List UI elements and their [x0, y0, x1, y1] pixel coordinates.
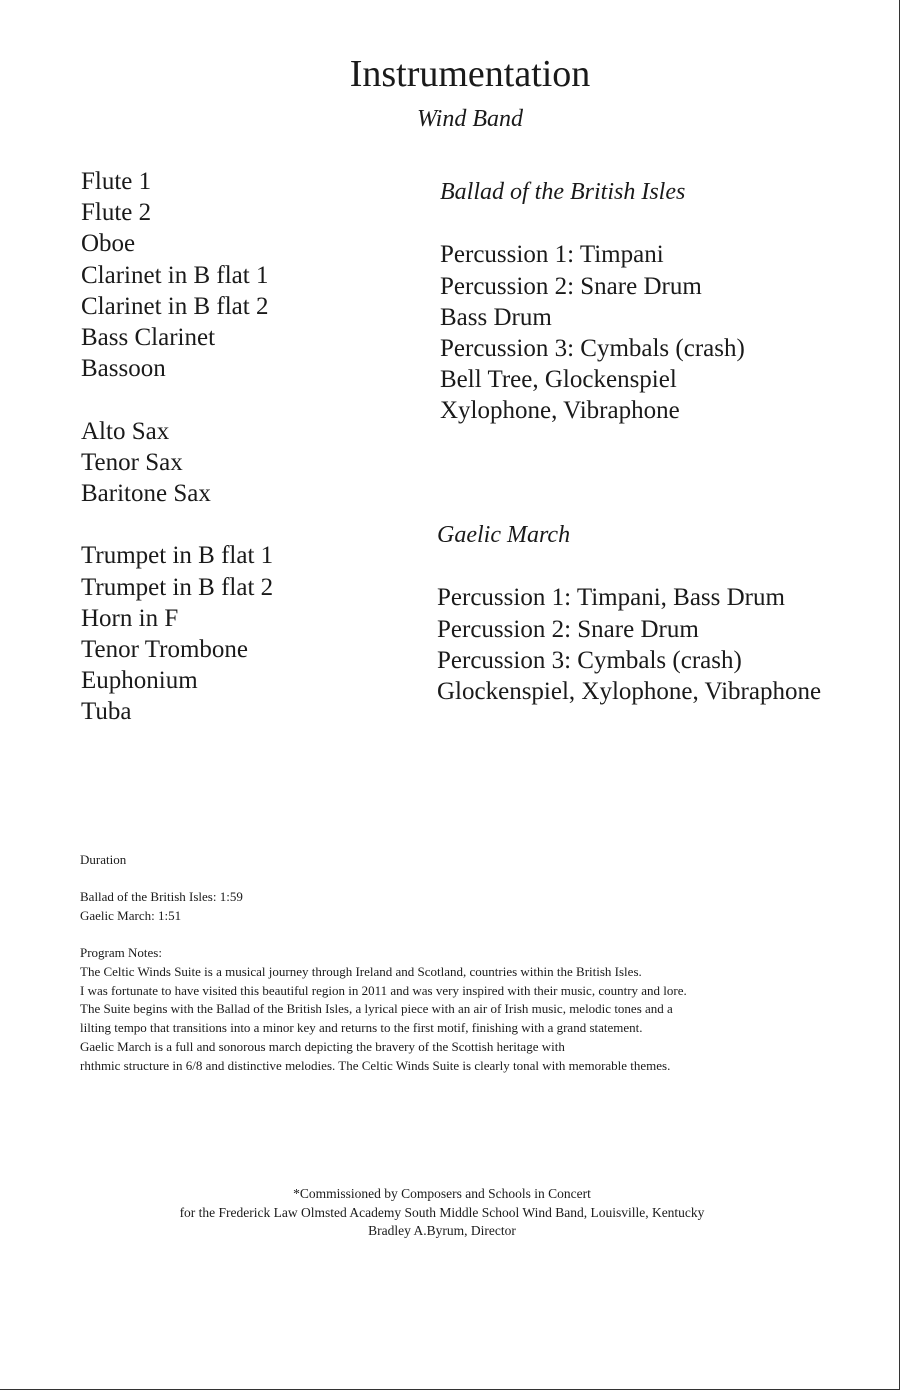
- program-notes-label: Program Notes:: [80, 945, 162, 960]
- instrument-item: Baritone Sax: [81, 480, 211, 508]
- duration-item: Ballad of the British Isles: 1:59: [80, 889, 243, 904]
- percussion-item: Bell Tree, Glockenspiel: [440, 366, 677, 394]
- gaelic-heading: Gaelic March: [437, 522, 571, 548]
- commission-note: [0, 1185, 884, 1241]
- percussion-item: Glockenspiel, Xylophone, Vibraphone: [437, 678, 822, 705]
- instrument-item: Trumpet in B flat 1: [81, 542, 274, 570]
- duration-list: [80, 888, 243, 926]
- percussion-item: Percussion 1: Timpani: [440, 241, 664, 269]
- gaelic-percussion: [437, 520, 877, 707]
- instrument-item: Trumpet in B flat 2: [81, 573, 274, 601]
- instrument-item: Bass Clarinet: [81, 324, 216, 352]
- percussion-item: Percussion 2: Snare Drum: [440, 272, 702, 300]
- instrument-item: Clarinet in B flat 2: [81, 292, 269, 320]
- ballad-percussion: [440, 177, 880, 427]
- instrument-item: Flute 1: [81, 168, 152, 195]
- instrument-list: [81, 166, 411, 759]
- brass-group: [81, 540, 411, 727]
- program-notes: [80, 944, 687, 1076]
- commission-line: *Commissioned by Composers and Schools in Concert: [293, 1186, 591, 1201]
- percussion-item: Xylophone, Vibraphone: [440, 397, 680, 425]
- percussion-item: Percussion 1: Timpani, Bass Drum: [437, 584, 785, 612]
- instrument-item: Euphonium: [81, 667, 198, 695]
- program-notes-line: The Celtic Winds Suite is a musical journey through Ireland and Scotland, countries within the British Isles.: [80, 963, 642, 979]
- percussion-item: Percussion 3: Cymbals (crash): [440, 335, 745, 362]
- percussion-item: Bass Drum: [440, 303, 552, 331]
- instrument-item: Tenor Sax: [81, 448, 183, 476]
- instrument-item: Horn in F: [81, 604, 179, 632]
- percussion-item: Percussion 3: Cymbals (crash): [437, 646, 742, 674]
- program-notes-line: I was fortunate to have visited this beautiful region in 2011 and was very inspired with their music, country and lore.: [80, 982, 687, 998]
- program-notes-line: The Suite begins with the Ballad of the British Isles, a lyrical piece with an air of Irish music, melodic tones and a: [80, 1001, 673, 1017]
- program-notes-line: Gaelic March is a full and sonorous march depicting the bravery of the Scottish heritage with: [80, 1038, 565, 1054]
- ballad-heading: Ballad of the British Isles: [440, 179, 686, 205]
- woodwinds-group: [81, 166, 411, 384]
- commission-line: Bradley A.Byrum, Director: [368, 1223, 516, 1238]
- instrument-item: Alto Sax: [81, 417, 170, 445]
- instrument-item: Flute 2: [81, 199, 152, 227]
- duration-label: Duration: [80, 852, 127, 867]
- program-notes-line: lilting tempo that transitions into a minor key and returns to the first motif, finishing with a grand statement.: [80, 1020, 643, 1036]
- page-subtitle: Wind Band: [417, 106, 523, 132]
- instrument-item: Tenor Trombone: [81, 636, 249, 664]
- instrument-item: Oboe: [81, 230, 136, 258]
- commission-line: for the Frederick Law Olmsted Academy South Middle School Wind Band, Louisville, Kentucky: [179, 1204, 705, 1220]
- page-title: Instrumentation: [349, 53, 591, 95]
- instrument-item: Clarinet in B flat 1: [81, 261, 269, 289]
- saxophones-group: [81, 416, 411, 510]
- instrument-item: Tuba: [81, 698, 132, 726]
- duration-item: Gaelic March: 1:51: [80, 907, 182, 923]
- percussion-item: Percussion 2: Snare Drum: [437, 615, 699, 643]
- program-notes-line: rhthmic structure in 6/8 and distinctive melodies. The Celtic Winds Suite is clearly tonal with memorable themes.: [80, 1057, 671, 1073]
- instrument-item: Bassoon: [81, 355, 166, 383]
